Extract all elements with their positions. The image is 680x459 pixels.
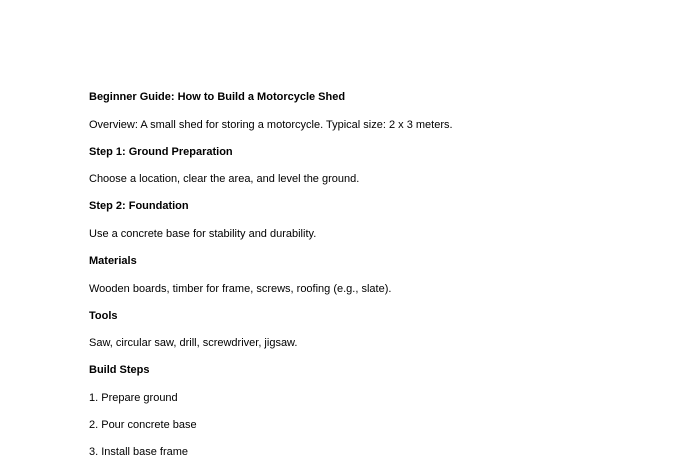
materials-text: Wooden boards, timber for frame, screws, roofing (e.g., slate). <box>89 283 392 295</box>
tools-heading: Tools <box>89 310 118 322</box>
step-1-text: Choose a location, clear the area, and level the ground. <box>89 173 360 185</box>
materials-heading: Materials <box>89 255 137 267</box>
build-step-item: 1. Prepare ground <box>89 392 178 404</box>
build-step-item: 2. Pour concrete base <box>89 419 197 431</box>
step-2-text: Use a concrete base for stability and durability. <box>89 228 317 240</box>
build-steps-heading: Build Steps <box>89 364 150 376</box>
build-step-item: 3. Install base frame <box>89 446 189 458</box>
tools-text: Saw, circular saw, drill, screwdriver, jigsaw. <box>89 337 298 349</box>
overview-text: Overview: A small shed for storing a motorcycle. Typical size: 2 x 3 meters. <box>89 119 453 131</box>
step-2-heading: Step 2: Foundation <box>89 200 189 212</box>
document-title: Beginner Guide: How to Build a Motorcycle Shed <box>89 91 346 103</box>
step-1-heading: Step 1: Ground Preparation <box>89 146 233 158</box>
